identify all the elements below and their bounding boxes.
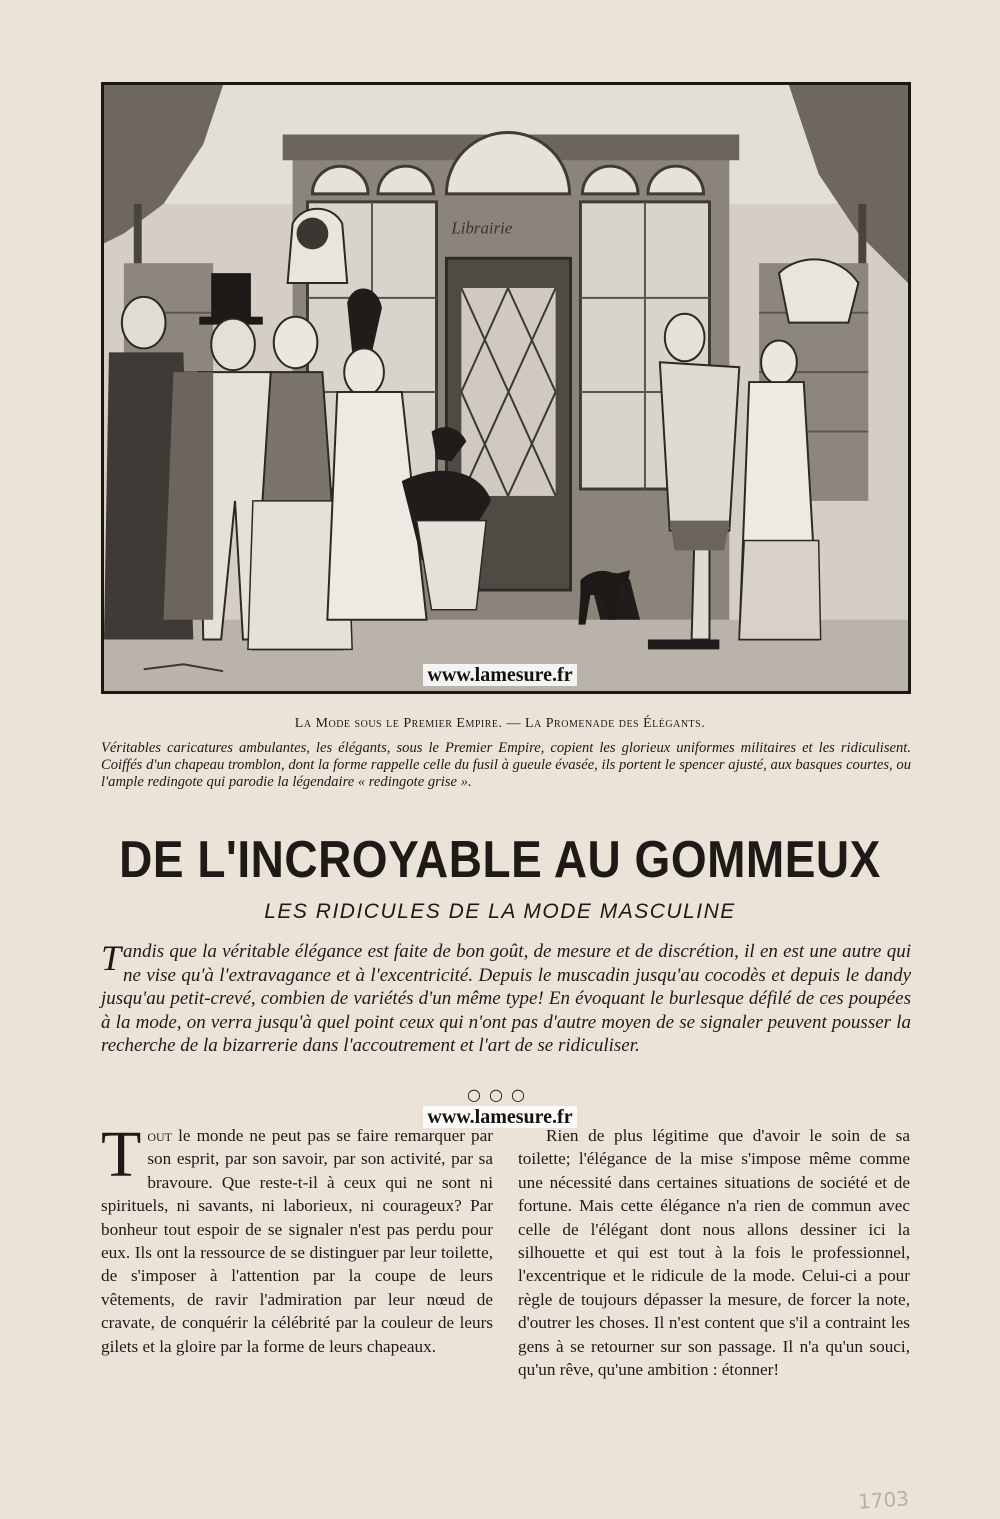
drop-cap: T: [101, 1118, 142, 1191]
column-right-text: Rien de plus légitime que d'avoir le soin de sa toilette; l'élégance de la mise s'impose même comme une nécessité dans certaines situations de société et de fortune. Mais cette élégance n'a rien de commun avec celle de l'élégant dont nous allons dessiner ici la silhouette et qui est tout à la fois le professionnel, l'excentrique et le ridicule de la mode. Celui-ci a pour règle de toujours dépasser la mesure, de forcer la note, d'outrer les choses. Il n'est content que s'il a contraint les gens à se retourner sur son passage. Il n'a qu'un souci, qu'un rêve, qu'une ambition : étonner!: [518, 1126, 910, 1380]
illustration-caption-title: La Mode sous le Premier Empire. — La Promenade des Élégants.: [294, 716, 706, 731]
column-left-smallcaps: out: [147, 1126, 172, 1145]
article-intro: [101, 940, 911, 1058]
article-column-left: [101, 1118, 493, 1358]
shop-sign: Librairie: [451, 218, 513, 238]
illustration-caption-text: Véritables caricatures ambulantes, les élégants, sous le Premier Empire, copient les glorieux uniformes militaires et les ridiculisent. Coiffés d'un chapeau tromblon, dont la forme rappelle celle du fusil à gueule évasée, ils portent le spencer ajusté, aux basques courtes, ou l'ample redingote qui parodie la légendaire « redingote grise ».: [101, 740, 911, 790]
intro-initial: T: [101, 938, 122, 978]
column-left-text: le monde ne peut pas se faire remarquer par son esprit, par son savoir, par son activité, par sa bravoure. Que reste-t-il à ceux qui ne sont ni spirituels, ni savants, ni laborieux, ni courageux? Par bonheur tout espoir de se signaler n'est pas perdu pour eux. Ils ont la ressource de se distinguer par leur toilette, de s'imposer à l'attention par la coupe de leurs vêtements, de ravir l'admiration par leur nœud de cravate, de conquérir la célébrité par la couleur de leurs gilets et la gloire par la forme de leurs chapeaux.: [101, 1126, 493, 1356]
watermark-middle: www.lamesure.fr: [0, 1106, 1000, 1129]
intro-text: andis que la véritable élégance est faite de bon goût, de mesure et de discrétion, il en est une autre qui ne vise qu'à l'extravagance et à l'excentricité. Depuis le muscadin jusqu'au cocodès et depuis le dandy jusqu'au petit-crevé, combien de variétés d'un même type! En évoquant le burlesque défilé de ces poupées à la mode, on verra jusqu'à quel point ceux qui n'ont pas d'autre moyen de se signaler peuvent pousser la recherche de la bizarrerie dans l'accoutrement et l'art de se ridiculiser.: [101, 941, 911, 1056]
engraving-drawing: [104, 85, 908, 691]
engraving-illustration: [101, 82, 911, 694]
watermark-top: www.lamesure.fr: [0, 664, 1000, 687]
article-subtitle: LES RIDICULES DE LA MODE MASCULINE: [264, 900, 736, 923]
article-column-right: [518, 1124, 910, 1381]
article-title: DE L'INCROYABLE AU GOMMEUX: [119, 829, 881, 889]
pencil-page-note: 1703: [857, 1486, 910, 1514]
section-separator: ○○○: [467, 1085, 533, 1104]
